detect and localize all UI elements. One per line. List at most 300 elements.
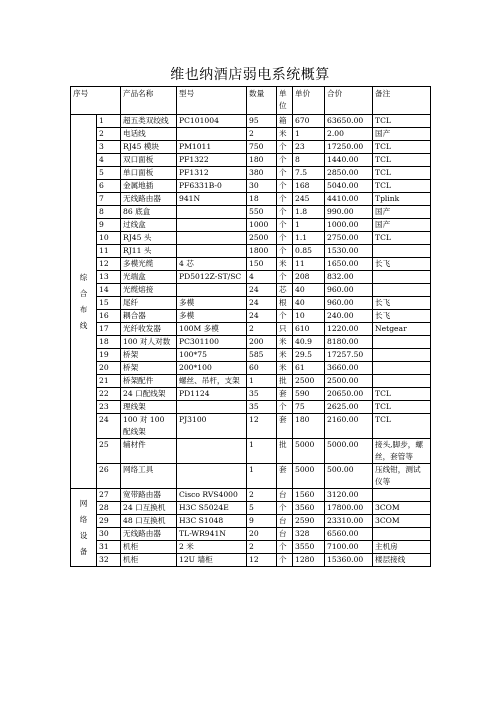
unit-cell: 个 <box>277 245 293 258</box>
total-price-cell: 1650.00 <box>325 258 373 271</box>
table-row <box>71 439 431 464</box>
remarks-cell: 3COM <box>373 502 431 515</box>
remarks-cell: 长飞 <box>373 310 431 323</box>
row-index-cell: 12 <box>97 258 121 271</box>
unit-cell: 个 <box>277 206 293 219</box>
quantity-cell: 1000 <box>247 219 277 232</box>
unit-cell: 个 <box>277 154 293 167</box>
unit-price-cell: 180 <box>293 414 325 439</box>
unit-price-cell: 40 <box>293 297 325 310</box>
remarks-cell: Tplink <box>373 193 431 206</box>
product-name-cell: RJ45 模块 <box>121 141 177 154</box>
total-price-cell: 1440.00 <box>325 154 373 167</box>
total-price-cell: 17250.00 <box>325 141 373 154</box>
quantity-cell: 150 <box>247 258 277 271</box>
unit-price-cell: 40 <box>293 284 325 297</box>
table-row <box>71 128 431 141</box>
model-cell: PD5012Z-ST/SC <box>177 271 247 284</box>
unit-cell: 台 <box>277 489 293 502</box>
quantity-cell: 12 <box>247 554 277 567</box>
product-name-cell: 无线路由器 <box>121 193 177 206</box>
remarks-cell: 长飞 <box>373 258 431 271</box>
total-price-cell: 63650.00 <box>325 115 373 128</box>
unit-cell: 个 <box>277 271 293 284</box>
product-name-cell: 桥架 <box>121 349 177 362</box>
remarks-cell: TCL <box>373 115 431 128</box>
quantity-cell: 585 <box>247 349 277 362</box>
model-cell: 12U 墙柜 <box>177 554 247 567</box>
model-cell: TL-WR941N <box>177 528 247 541</box>
row-index-cell: 7 <box>97 193 121 206</box>
unit-price-cell: 11 <box>293 258 325 271</box>
unit-price-cell: 3560 <box>293 502 325 515</box>
total-price-cell: 17257.50 <box>325 349 373 362</box>
total-price-cell: 3120.00 <box>325 489 373 502</box>
table-row <box>71 362 431 375</box>
table-row <box>71 349 431 362</box>
model-cell: H3C S1048 <box>177 515 247 528</box>
row-index-cell: 2 <box>97 128 121 141</box>
model-cell: PJ3100 <box>177 414 247 439</box>
product-name-cell: 桥架配件 <box>121 375 177 388</box>
total-price-cell: 240.00 <box>325 310 373 323</box>
product-name-cell: 电话线 <box>121 128 177 141</box>
row-index-cell: 32 <box>97 554 121 567</box>
quantity-cell: 2 <box>247 489 277 502</box>
unit-cell: 只 <box>277 323 293 336</box>
table-row <box>71 310 431 323</box>
row-index-cell: 10 <box>97 232 121 245</box>
quantity-cell: 60 <box>247 362 277 375</box>
unit-price-cell: 2590 <box>293 515 325 528</box>
quantity-cell: 550 <box>247 206 277 219</box>
row-index-cell: 3 <box>97 141 121 154</box>
quantity-cell: 18 <box>247 193 277 206</box>
remarks-cell <box>373 271 431 284</box>
row-index-cell: 4 <box>97 154 121 167</box>
total-price-cell: 832.00 <box>325 271 373 284</box>
row-index-cell: 24 <box>97 414 121 439</box>
table-row <box>71 206 431 219</box>
row-index-cell: 16 <box>97 310 121 323</box>
unit-price-cell: 245 <box>293 193 325 206</box>
unit-price-cell: 2500 <box>293 375 325 388</box>
total-price-cell: 500.00 <box>325 464 373 489</box>
table-row <box>71 414 431 439</box>
remarks-cell: TCL <box>373 141 431 154</box>
unit-price-cell: 40.9 <box>293 336 325 349</box>
unit-cell: 箱 <box>277 115 293 128</box>
quantity-cell: 2 <box>247 323 277 336</box>
model-cell: 200*100 <box>177 362 247 375</box>
quantity-cell: 5 <box>247 502 277 515</box>
total-price-cell: 1000.00 <box>325 219 373 232</box>
remarks-cell <box>373 362 431 375</box>
unit-price-cell: 1 <box>293 128 325 141</box>
total-price-cell: 23310.00 <box>325 515 373 528</box>
total-price-cell: 20650.00 <box>325 388 373 401</box>
table-row <box>71 232 431 245</box>
remarks-cell: TCL <box>373 414 431 439</box>
model-cell: PF6331B-0 <box>177 180 247 193</box>
product-name-cell: 机柜 <box>121 541 177 554</box>
product-name-cell: 金属地插 <box>121 180 177 193</box>
model-cell <box>177 401 247 414</box>
quantity-cell: 2 <box>247 128 277 141</box>
table-row <box>71 541 431 554</box>
unit-cell: 根 <box>277 297 293 310</box>
quantity-cell: 4 <box>247 271 277 284</box>
remarks-cell: 国产 <box>373 219 431 232</box>
unit-price-cell: 610 <box>293 323 325 336</box>
unit-cell: 个 <box>277 193 293 206</box>
model-cell: H3C S5024E <box>177 502 247 515</box>
row-index-cell: 28 <box>97 502 121 515</box>
header-product-name: 产品名称 <box>121 87 177 115</box>
product-name-cell: 光端盒 <box>121 271 177 284</box>
unit-cell: 个 <box>277 219 293 232</box>
table-row <box>71 388 431 401</box>
total-price-cell: 15360.00 <box>325 554 373 567</box>
quantity-cell: 380 <box>247 167 277 180</box>
product-name-cell: RJ11 头 <box>121 245 177 258</box>
model-cell <box>177 206 247 219</box>
total-price-cell: 1220.00 <box>325 323 373 336</box>
header-unit-price: 单价 <box>293 87 325 115</box>
product-name-cell: 双口面板 <box>121 154 177 167</box>
unit-cell: 个 <box>277 502 293 515</box>
unit-cell: 台 <box>277 515 293 528</box>
total-price-cell: 2500.00 <box>325 375 373 388</box>
table-row <box>71 219 431 232</box>
table-row <box>71 180 431 193</box>
unit-price-cell: 5000 <box>293 464 325 489</box>
total-price-cell: 5040.00 <box>325 180 373 193</box>
remarks-cell <box>373 336 431 349</box>
row-index-cell: 30 <box>97 528 121 541</box>
unit-price-cell: 168 <box>293 180 325 193</box>
remarks-cell: 压线钳，测试仪等 <box>373 464 431 489</box>
row-index-cell: 13 <box>97 271 121 284</box>
table-row <box>71 502 431 515</box>
unit-price-cell: 1 <box>293 219 325 232</box>
quantity-cell: 1800 <box>247 245 277 258</box>
product-name-cell: 桥架 <box>121 362 177 375</box>
model-cell: PC101004 <box>177 115 247 128</box>
model-cell: 多模 <box>177 310 247 323</box>
model-cell <box>177 245 247 258</box>
model-cell: 941N <box>177 193 247 206</box>
product-name-cell: 光纤收发器 <box>121 323 177 336</box>
product-name-cell: RJ45 头 <box>121 232 177 245</box>
remarks-cell: TCL <box>373 180 431 193</box>
total-price-cell: 17800.00 <box>325 502 373 515</box>
unit-cell: 套 <box>277 388 293 401</box>
quantity-cell: 180 <box>247 154 277 167</box>
model-cell <box>177 232 247 245</box>
total-price-cell: 5000.00 <box>325 439 373 464</box>
model-cell: 多模 <box>177 297 247 310</box>
header-model: 型号 <box>177 87 247 115</box>
remarks-cell <box>373 284 431 297</box>
remarks-cell: 3COM <box>373 515 431 528</box>
quantity-cell: 35 <box>247 388 277 401</box>
row-index-cell: 14 <box>97 284 121 297</box>
total-price-cell: 7100.00 <box>325 541 373 554</box>
model-cell: 100*75 <box>177 349 247 362</box>
model-cell: PF1322 <box>177 154 247 167</box>
total-price-cell: 3660.00 <box>325 362 373 375</box>
row-index-cell: 15 <box>97 297 121 310</box>
row-index-cell: 23 <box>97 401 121 414</box>
model-cell: 螺丝、吊杆，支架 <box>177 375 247 388</box>
table-row <box>71 271 431 284</box>
row-index-cell: 25 <box>97 439 121 464</box>
unit-cell: 个 <box>277 180 293 193</box>
unit-cell: 套 <box>277 414 293 439</box>
table-row <box>71 401 431 414</box>
unit-price-cell: 1280 <box>293 554 325 567</box>
product-name-cell: 网络工具 <box>121 464 177 489</box>
product-name-cell: 超五类双绞线 <box>121 115 177 128</box>
product-name-cell: 尾纤 <box>121 297 177 310</box>
model-cell <box>177 464 247 489</box>
total-price-cell: 2625.00 <box>325 401 373 414</box>
row-index-cell: 21 <box>97 375 121 388</box>
quantity-cell: 35 <box>247 401 277 414</box>
table-row <box>71 284 431 297</box>
row-index-cell: 26 <box>97 464 121 489</box>
unit-price-cell: 670 <box>293 115 325 128</box>
table-row <box>71 464 431 489</box>
quantity-cell: 24 <box>247 310 277 323</box>
quantity-cell: 30 <box>247 180 277 193</box>
unit-cell: 个 <box>277 167 293 180</box>
group-label <box>71 489 97 567</box>
unit-cell: 米 <box>277 336 293 349</box>
total-price-cell: 2750.00 <box>325 232 373 245</box>
remarks-cell: TCL <box>373 388 431 401</box>
unit-price-cell: 1.1 <box>293 232 325 245</box>
unit-price-cell: 29.5 <box>293 349 325 362</box>
header-index: 序号 <box>71 87 121 115</box>
unit-cell: 个 <box>277 401 293 414</box>
product-name-cell: 24 口互换机 <box>121 502 177 515</box>
unit-price-cell: 10 <box>293 310 325 323</box>
unit-cell: 套 <box>277 464 293 489</box>
header-total-price: 合价 <box>325 87 373 115</box>
total-price-cell: 990.00 <box>325 206 373 219</box>
product-name-cell: 理线架 <box>121 401 177 414</box>
group-label <box>71 115 97 489</box>
table-row <box>71 258 431 271</box>
unit-cell: 米 <box>277 349 293 362</box>
total-price-cell: 2.00 <box>325 128 373 141</box>
unit-cell: 批 <box>277 375 293 388</box>
product-name-cell: 耦合器 <box>121 310 177 323</box>
model-cell <box>177 219 247 232</box>
table-row <box>71 515 431 528</box>
product-name-cell: 100 对 100 配线架 <box>121 414 177 439</box>
quantity-cell: 1 <box>247 464 277 489</box>
remarks-cell <box>373 375 431 388</box>
table-header-row <box>71 87 431 115</box>
model-cell: PC301100 <box>177 336 247 349</box>
table-row <box>71 489 431 502</box>
model-cell: PD1124 <box>177 388 247 401</box>
unit-cell: 个 <box>277 554 293 567</box>
product-name-cell: 无线路由器 <box>121 528 177 541</box>
model-cell: 2 米 <box>177 541 247 554</box>
table-row <box>71 336 431 349</box>
table-row <box>71 554 431 567</box>
row-index-cell: 9 <box>97 219 121 232</box>
group-label-text: 综合布线 <box>79 272 88 330</box>
row-index-cell: 5 <box>97 167 121 180</box>
quantity-cell: 750 <box>247 141 277 154</box>
product-name-cell: 多模光缆 <box>121 258 177 271</box>
model-cell: PM1011 <box>177 141 247 154</box>
table-row <box>71 115 431 128</box>
unit-price-cell: 590 <box>293 388 325 401</box>
quantity-cell: 1 <box>247 439 277 464</box>
total-price-cell: 960.00 <box>325 284 373 297</box>
remarks-cell: 国产 <box>373 128 431 141</box>
model-cell <box>177 128 247 141</box>
unit-price-cell: 328 <box>293 528 325 541</box>
unit-cell: 个 <box>277 232 293 245</box>
page-title: 维也纳酒店弱电系统概算 <box>170 67 330 83</box>
table-row <box>71 245 431 258</box>
remarks-cell: Netgear <box>373 323 431 336</box>
unit-price-cell: 0.85 <box>293 245 325 258</box>
total-price-cell: 6560.00 <box>325 528 373 541</box>
remarks-cell: 长飞 <box>373 297 431 310</box>
table-row <box>71 375 431 388</box>
total-price-cell: 1530.00 <box>325 245 373 258</box>
table-row <box>71 323 431 336</box>
table-row <box>71 167 431 180</box>
quantity-cell: 12 <box>247 414 277 439</box>
product-name-cell: 48 口互换机 <box>121 515 177 528</box>
unit-cell: 米 <box>277 258 293 271</box>
quantity-cell: 95 <box>247 115 277 128</box>
unit-price-cell: 1560 <box>293 489 325 502</box>
remarks-cell: 楼层接线 <box>373 554 431 567</box>
total-price-cell: 2850.00 <box>325 167 373 180</box>
remarks-cell: 接头,脚步，螺丝，套管等 <box>373 439 431 464</box>
unit-cell: 米 <box>277 362 293 375</box>
quantity-cell: 9 <box>247 515 277 528</box>
remarks-cell: 国产 <box>373 206 431 219</box>
product-name-cell: 辅材件 <box>121 439 177 464</box>
table-row <box>71 154 431 167</box>
unit-price-cell: 7.5 <box>293 167 325 180</box>
model-cell: 4 芯 <box>177 258 247 271</box>
quantity-cell: 1 <box>247 375 277 388</box>
total-price-cell: 2160.00 <box>325 414 373 439</box>
product-name-cell: 机柜 <box>121 554 177 567</box>
row-index-cell: 29 <box>97 515 121 528</box>
unit-price-cell: 61 <box>293 362 325 375</box>
row-index-cell: 20 <box>97 362 121 375</box>
row-index-cell: 27 <box>97 489 121 502</box>
product-name-cell: 100 对人对数 <box>121 336 177 349</box>
total-price-cell: 8180.00 <box>325 336 373 349</box>
header-remarks: 备注 <box>373 87 431 115</box>
model-cell: PF1312 <box>177 167 247 180</box>
unit-cell: 米 <box>277 128 293 141</box>
total-price-cell: 4410.00 <box>325 193 373 206</box>
budget-table <box>70 86 431 567</box>
unit-price-cell: 208 <box>293 271 325 284</box>
unit-price-cell: 5000 <box>293 439 325 464</box>
model-cell <box>177 439 247 464</box>
quantity-cell: 2500 <box>247 232 277 245</box>
quantity-cell: 24 <box>247 284 277 297</box>
model-cell: 100M 多模 <box>177 323 247 336</box>
product-name-cell: 过线盒 <box>121 219 177 232</box>
quantity-cell: 2 <box>247 541 277 554</box>
row-index-cell: 1 <box>97 115 121 128</box>
product-name-cell: 宽带路由器 <box>121 489 177 502</box>
model-cell: Cisco RVS4000 <box>177 489 247 502</box>
unit-cell: 批 <box>277 439 293 464</box>
product-name-cell: 光缆熔接 <box>121 284 177 297</box>
unit-cell: 个 <box>277 541 293 554</box>
unit-price-cell: 23 <box>293 141 325 154</box>
table-row <box>71 141 431 154</box>
product-name-cell: 单口面板 <box>121 167 177 180</box>
unit-cell: 个 <box>277 141 293 154</box>
remarks-cell: TCL <box>373 401 431 414</box>
product-name-cell: 24 口配线架 <box>121 388 177 401</box>
unit-cell: 台 <box>277 528 293 541</box>
quantity-cell: 20 <box>247 528 277 541</box>
unit-price-cell: 1.8 <box>293 206 325 219</box>
quantity-cell: 200 <box>247 336 277 349</box>
unit-price-cell: 8 <box>293 154 325 167</box>
header-quantity: 数量 <box>247 87 277 115</box>
quantity-cell: 24 <box>247 297 277 310</box>
table-row <box>71 193 431 206</box>
remarks-cell: TCL <box>373 232 431 245</box>
row-index-cell: 22 <box>97 388 121 401</box>
group-label-text: 网络设备 <box>79 498 88 556</box>
row-index-cell: 31 <box>97 541 121 554</box>
total-price-cell: 960.00 <box>325 297 373 310</box>
table-row <box>71 297 431 310</box>
table-row <box>71 528 431 541</box>
row-index-cell: 11 <box>97 245 121 258</box>
remarks-cell <box>373 489 431 502</box>
row-index-cell: 18 <box>97 336 121 349</box>
model-cell <box>177 284 247 297</box>
row-index-cell: 6 <box>97 180 121 193</box>
unit-price-cell: 3550 <box>293 541 325 554</box>
row-index-cell: 8 <box>97 206 121 219</box>
unit-price-cell: 75 <box>293 401 325 414</box>
unit-cell: 个 <box>277 310 293 323</box>
row-index-cell: 17 <box>97 323 121 336</box>
remarks-cell <box>373 528 431 541</box>
header-unit: 单位 <box>277 87 293 115</box>
remarks-cell: TCL <box>373 154 431 167</box>
remarks-cell: TCL <box>373 167 431 180</box>
product-name-cell: 86 底盒 <box>121 206 177 219</box>
row-index-cell: 19 <box>97 349 121 362</box>
remarks-cell <box>373 349 431 362</box>
